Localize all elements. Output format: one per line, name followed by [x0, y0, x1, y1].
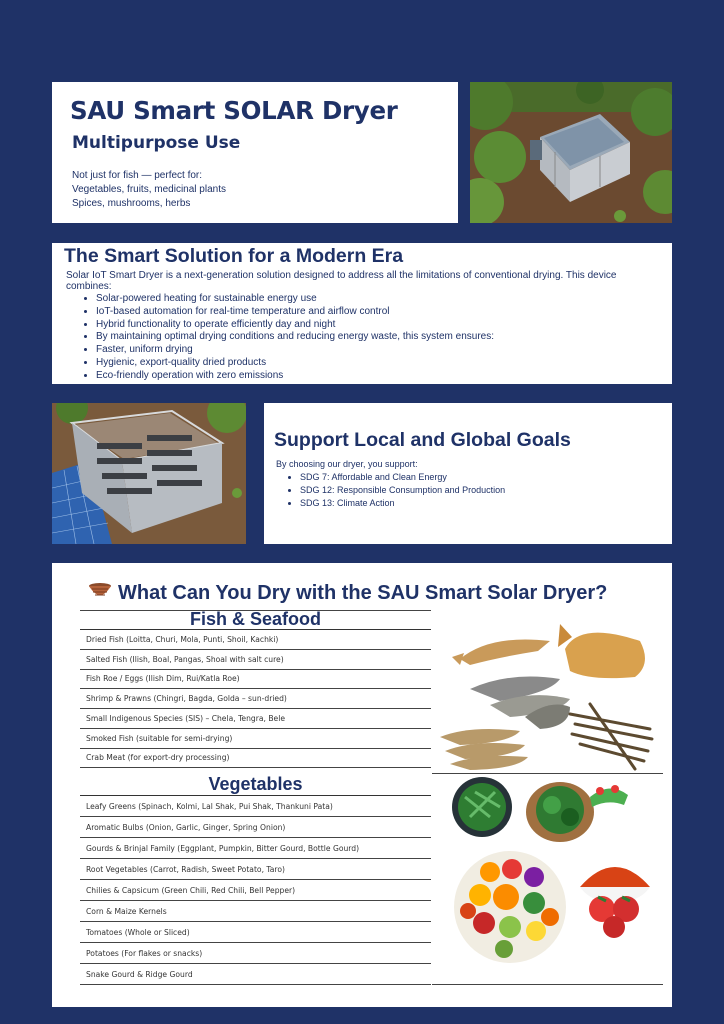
table-row: Shrimp & Prawns (Chingri, Bagda, Golda – sun-dried): [80, 689, 431, 709]
goals-panel: [264, 403, 672, 544]
list-item: • Faster, uniform drying: [96, 344, 658, 357]
list-item: • SDG 7: Affordable and Clean Energy: [300, 471, 662, 484]
table-row: Snake Gourd & Ridge Gourd: [80, 964, 431, 985]
fish-heading: Fish & Seafood: [189, 609, 321, 629]
list-item: • By maintaining optimal drying conditions and reducing energy waste, this system ensures:: [96, 331, 658, 344]
dried-fish-image: [430, 619, 664, 771]
main-subtitle: Multipurpose Use: [72, 133, 241, 153]
smart-solution-panel: [52, 243, 672, 384]
use-line: Vegetables, fruits, medicinal plants: [72, 184, 226, 195]
list-item: • IoT-based automation for real-time temperature and airflow control: [96, 306, 658, 319]
list-item: • Solar-powered heating for sustainable energy use: [96, 293, 658, 306]
list-item: • Eco-friendly operation with zero emissions: [96, 370, 658, 383]
basket-icon: [88, 580, 112, 606]
table-row: Fish Roe / Eggs (Ilish Dim, Rui/Katla Roe): [80, 670, 431, 690]
table-row: Dried Fish (Loitta, Churi, Mola, Punti, Shoil, Kachki): [80, 630, 431, 650]
list-item: • SDG 12: Responsible Consumption and Production: [300, 484, 662, 497]
use-intro: Not just for fish — perfect for:: [72, 170, 203, 181]
fish-list: [80, 629, 431, 768]
goals-intro: By choosing our dryer, you support:: [276, 459, 418, 469]
header-panel: [52, 82, 458, 223]
use-list: [72, 169, 440, 211]
table-row: Corn & Maize Kernels: [80, 901, 431, 922]
table-row: Tomatoes (Whole or Sliced): [80, 922, 431, 943]
veg-heading: Vegetables: [208, 774, 303, 794]
dry-title: [88, 580, 607, 606]
solution-description: Solar IoT Smart Dryer is a next-generation solution designed to address all the limitations of conventional drying. This device combines:: [66, 270, 617, 292]
list-item: • SDG 13: Climate Action: [300, 497, 662, 510]
divider: [432, 984, 663, 985]
solution-bullets: [64, 293, 658, 383]
dryer-interior-photo: [52, 403, 246, 544]
table-row: Small Indigenous Species (SIS) – Chela, Tengra, Bele: [80, 709, 431, 729]
table-row: Gourds & Brinjal Family (Eggplant, Pumpkin, Bitter Gourd, Bottle Gourd): [80, 838, 431, 859]
table-row: Smoked Fish (suitable for semi-drying): [80, 729, 431, 749]
table-row: Potatoes (For flakes or snacks): [80, 943, 431, 964]
vegetable-list: [80, 795, 431, 985]
table-row: Crab Meat (for export-dry processing): [80, 749, 431, 769]
solar-dryer-photo: [470, 82, 672, 223]
list-item: • Hygienic, export-quality dried products: [96, 357, 658, 370]
use-line: Spices, mushrooms, herbs: [72, 198, 191, 209]
main-title: SAU Smart SOLAR Dryer: [70, 96, 398, 125]
table-row: Root Vegetables (Carrot, Radish, Sweet Potato, Taro): [80, 859, 431, 880]
table-row: Salted Fish (Ilish, Boal, Pangas, Shoal with salt cure): [80, 650, 431, 670]
divider: [432, 773, 663, 774]
goals-title: Support Local and Global Goals: [274, 429, 571, 451]
vegetables-image: [430, 777, 664, 977]
table-row: Chilies & Capsicum (Green Chili, Red Chili, Bell Pepper): [80, 880, 431, 901]
dry-items-panel: [52, 563, 672, 1007]
solution-title: The Smart Solution for a Modern Era: [64, 245, 404, 267]
table-row: Leafy Greens (Spinach, Kolmi, Lal Shak, Pui Shak, Thankuni Pata): [80, 796, 431, 817]
dry-title-text: What Can You Dry with the SAU Smart Solar Dryer?: [118, 581, 608, 604]
goals-list: [274, 471, 662, 510]
list-item: • Hybrid functionality to operate efficiently day and night: [96, 319, 658, 332]
table-row: Aromatic Bulbs (Onion, Garlic, Ginger, Spring Onion): [80, 817, 431, 838]
